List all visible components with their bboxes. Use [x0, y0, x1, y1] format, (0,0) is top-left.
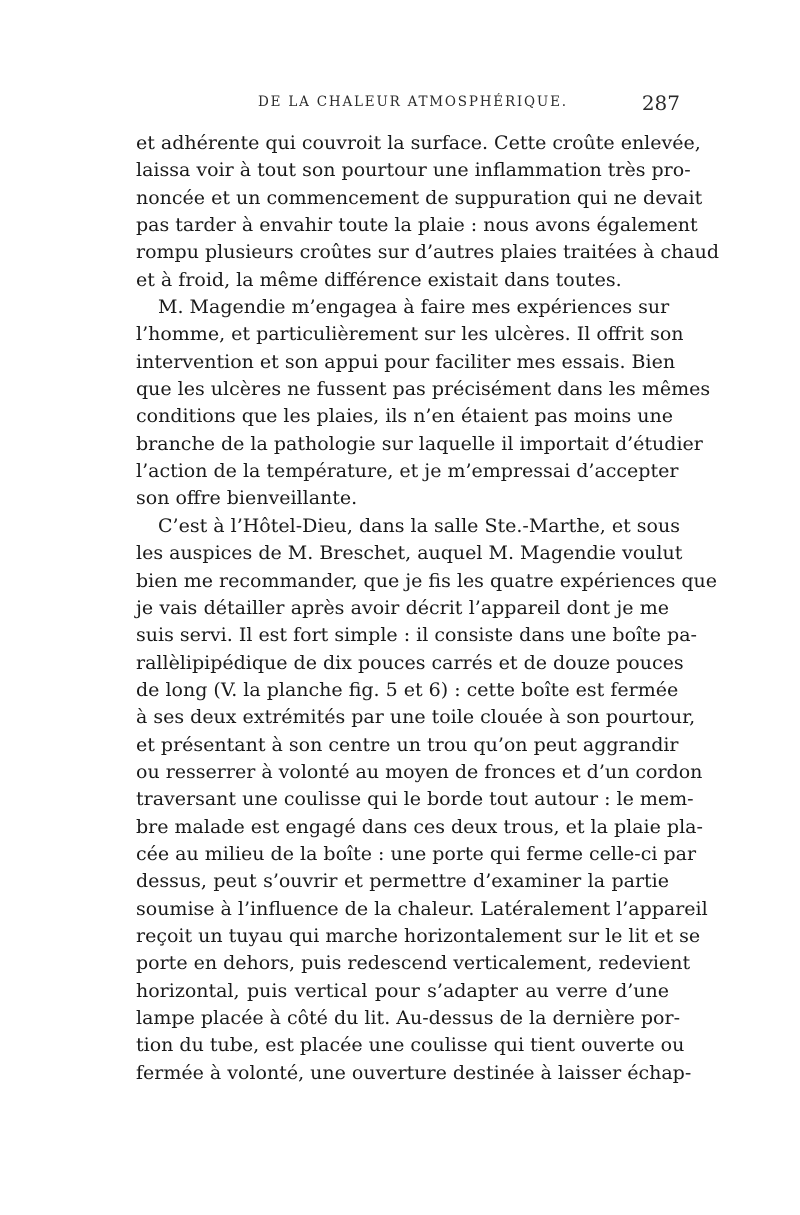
text-line: lampe placée à côté du lit. Au-dessus de la dernière por- — [136, 1007, 680, 1029]
text-line: traversant une coulisse qui le borde tout autour : le mem- — [136, 788, 694, 811]
page-header — [250, 91, 680, 118]
text-line: fermée à volonté, une ouverture destinée à laisser échap- — [136, 1061, 692, 1084]
text-line: l’homme, et particulièrement sur les ulcères. Il offrit son — [136, 323, 684, 346]
text-line: dessus, peut s’ouvrir et permettre d’examiner la partie — [136, 870, 669, 893]
text-line: horizontal, puis vertical pour s’adapter au verre d’une — [136, 979, 669, 1002]
text-line: cée au milieu de la boîte : une porte qui ferme celle-ci par — [136, 842, 697, 865]
text-line: laissa voir à tout son pourtour une inflammation très pro- — [136, 159, 691, 182]
text-line: et adhérente qui couvroit la surface. Cette croûte enlevée, — [136, 132, 701, 154]
text-line: conditions que les plaies, ils n’en étaient pas moins une — [136, 405, 673, 428]
text-line: je vais détailler après avoir décrit l’appareil dont je me — [136, 596, 669, 619]
text-line: noncée et un commencement de suppuration qui ne devait — [136, 186, 703, 209]
text-line: son offre bienveillante. — [136, 487, 358, 510]
body-text — [136, 130, 720, 1087]
text-line: de long (V. la planche fig. 5 et 6) : cette boîte est fermée — [136, 678, 679, 701]
text-line: suis servi. Il est fort simple : il consiste dans une boîte pa- — [136, 624, 697, 647]
text-line: et présentant à son centre un trou qu’on peut aggrandir — [136, 733, 679, 756]
text-line: porte en dehors, puis redescend verticalement, redevient — [136, 952, 691, 975]
text-line: rallèlipipédique de dix pouces carrés et de douze pouces — [136, 651, 684, 674]
text-line: rompu plusieurs croûtes sur d’autres plaies traitées à chaud — [136, 241, 720, 264]
text-line: intervention et son appui pour faciliter mes essais. Bien — [136, 350, 676, 373]
text-line: et à froid, la même différence existait dans toutes. — [136, 268, 622, 291]
running-title: DE LA CHALEUR ATMOSPHÉRIQUE. — [258, 94, 568, 110]
text-line: bien me recommander, que je fis les quatre expériences que — [136, 569, 718, 592]
text-line: C’est à l’Hôtel-Dieu, dans la salle Ste.-Marthe, et sous — [158, 514, 680, 537]
text-line: bre malade est engagé dans ces deux trous, et la plaie pla- — [136, 815, 703, 838]
text-line: M. Magendie m’engagea à faire mes expériences sur — [158, 296, 670, 319]
text-line: à ses deux extrémités par une toile clouée à son pourtour, — [136, 706, 696, 729]
text-line: tion du tube, est placée une coulisse qui tient ouverte ou — [136, 1034, 685, 1057]
text-line: soumise à l’influence de la chaleur. Latéralement l’appareil — [136, 897, 708, 920]
text-line: branche de la pathologie sur laquelle il importait d’étudier — [136, 432, 703, 455]
text-line: pas tarder à envahir toute la plaie : nous avons également — [136, 214, 698, 237]
text-line: reçoit un tuyau qui marche horizontalement sur le lit et se — [136, 924, 701, 947]
text-line: que les ulcères ne fussent pas précisément dans les mêmes — [136, 378, 711, 401]
page-number: 287 — [641, 91, 680, 115]
text-line: l’action de la température, et je m’empressai d’accepter — [136, 460, 679, 483]
text-line: ou resserrer à volonté au moyen de fronces et d’un cordon — [136, 760, 703, 783]
text-line: les auspices de M. Breschet, auquel M. Magendie voulut — [136, 542, 683, 565]
